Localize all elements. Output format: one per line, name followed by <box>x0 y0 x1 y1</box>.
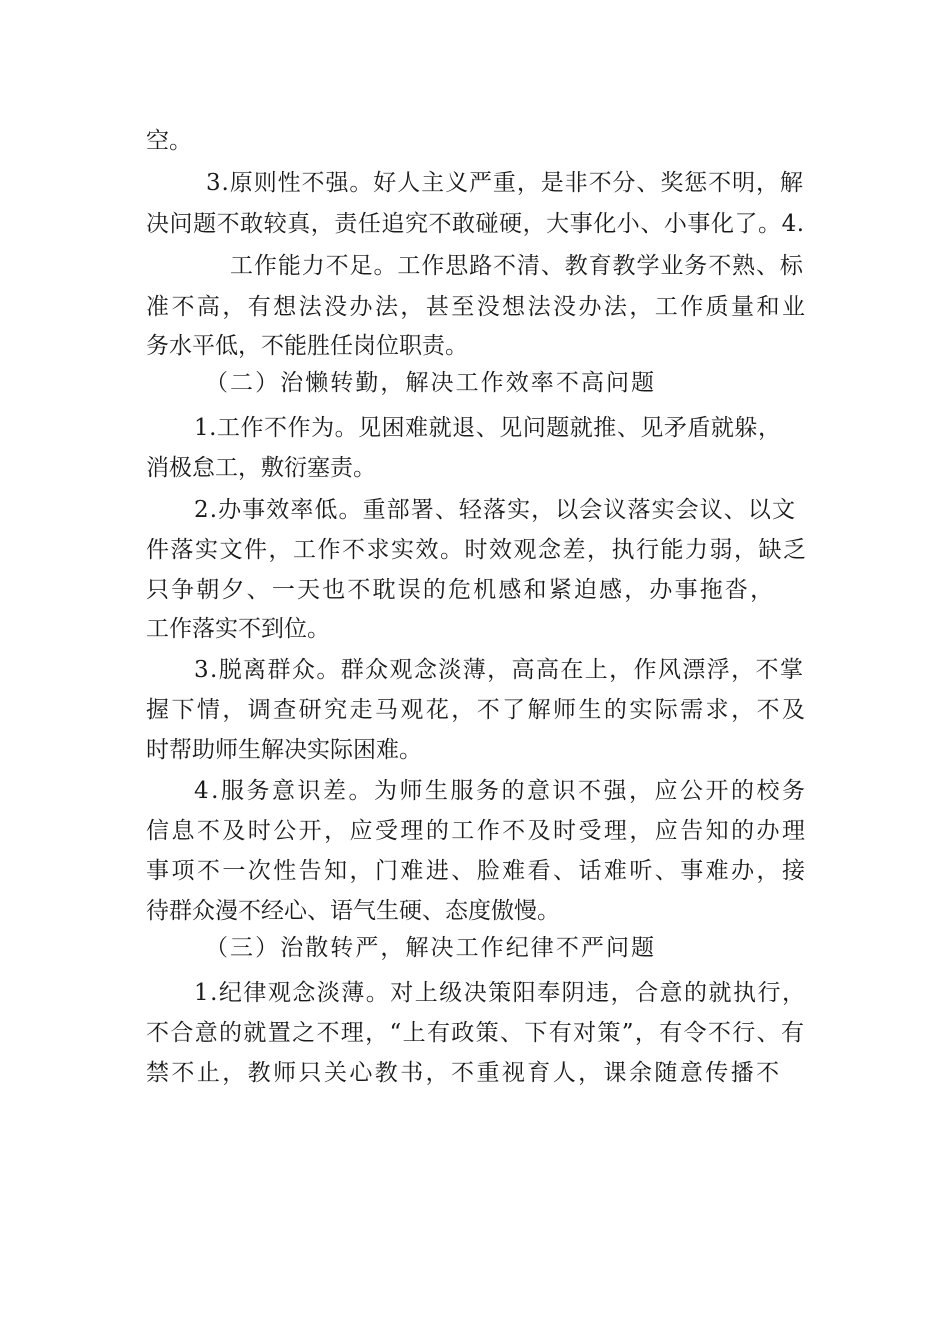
text-line: 待群众漫不经心、语气生硬、态度傲慢。 <box>146 898 560 924</box>
text-line: 准不高，有想法没办法，甚至没想法没办法，工作质量和业 <box>146 294 808 320</box>
text-line: 握下情，调查研究走马观花，不了解师生的实际需求，不及 <box>146 697 808 723</box>
text-line: 2.办事效率低。重部署、轻落实，以会议落实会议、以文 <box>194 497 797 523</box>
text-line: 4.服务意识差。为师生服务的意识不强，应公开的校务 <box>194 778 808 804</box>
section-heading: （二）治懒转勤，解决工作效率不高问题 <box>205 370 657 396</box>
text-line: 只争朝夕、一天也不耽误的危机感和紧迫感，办事拖沓， <box>146 577 776 603</box>
text-line: 消极怠工，敷衍塞责。 <box>146 455 376 481</box>
text-line: 禁不止，教师只关心教书，不重视育人，课余随意传播不 <box>146 1060 782 1086</box>
text-line: 工作落实不到位。 <box>146 616 330 642</box>
text-line: 事项不一次性告知，门难进、脸难看、话难听、事难办，接 <box>146 858 808 884</box>
text-line: 1.纪律观念淡薄。对上级决策阳奉阴违，合意的就执行， <box>194 980 807 1006</box>
section-heading: （三）治散转严，解决工作纪律不严问题 <box>205 935 657 961</box>
text-line: 信息不及时公开，应受理的工作不及时受理，应告知的办理 <box>146 818 808 844</box>
text-line: 时帮助师生解决实际困难。 <box>146 737 422 763</box>
text-line: 空。 <box>146 128 192 154</box>
text-line: 工作能力不足。工作思路不清、教育教学业务不熟、标 <box>230 253 804 279</box>
text-line: 3.原则性不强。好人主义严重，是非不分、奖惩不明，解 <box>206 170 804 196</box>
text-line: 务水平低，不能胜任岗位职责。 <box>146 333 468 359</box>
text-line: 1.工作不作为。见困难就退、见问题就推、见矛盾就躲， <box>194 415 782 441</box>
text-line: 决问题不敢较真，责任追究不敢碰硬，大事化小、小事化了。4. <box>146 211 805 237</box>
text-line: 件落实文件，工作不求实效。时效观念差，执行能力弱，缺乏 <box>146 537 808 563</box>
text-line: 3.脱离群众。群众观念淡薄，高高在上，作风漂浮，不掌 <box>194 657 805 683</box>
text-line: 不合意的就置之不理，“上有政策、下有对策”，有令不行、有 <box>146 1020 806 1046</box>
